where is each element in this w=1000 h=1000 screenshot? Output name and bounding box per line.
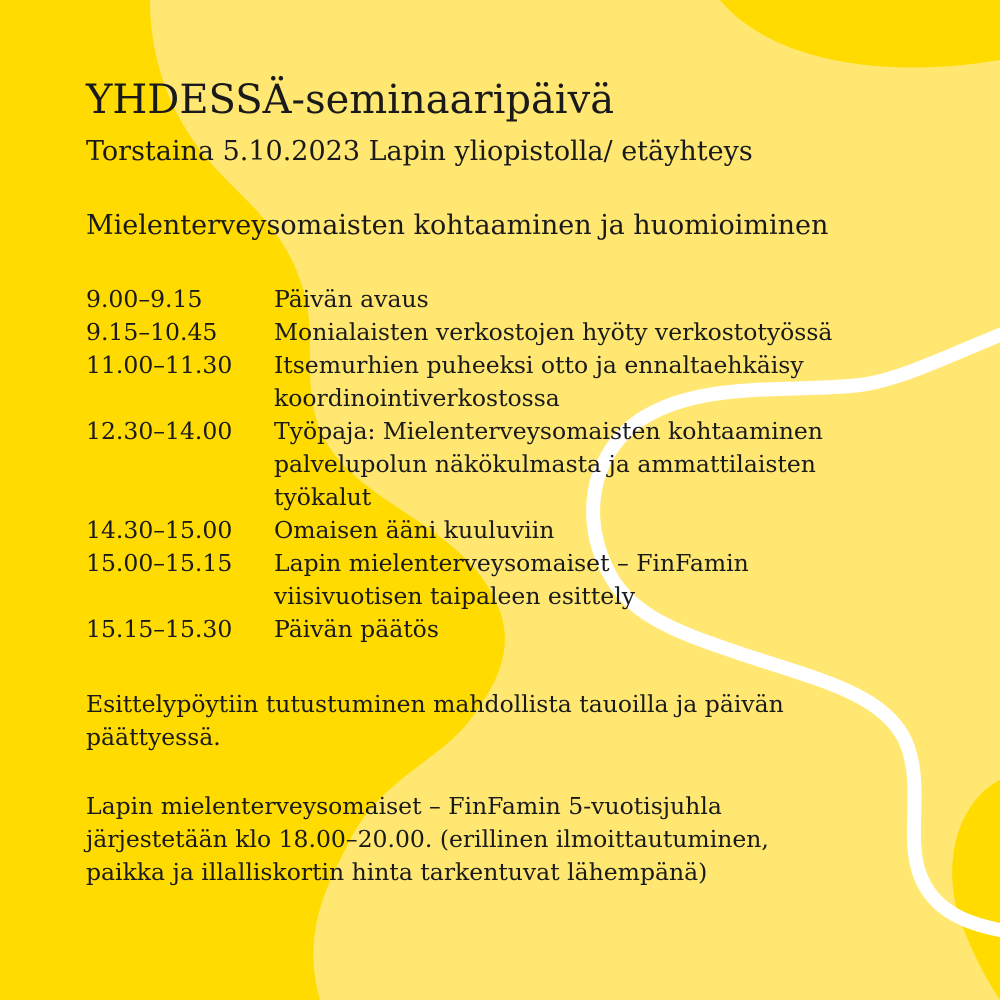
schedule-row bbox=[86, 514, 966, 547]
schedule-description-line: Työpaja: Mielenterveysomaisten kohtaaminen bbox=[274, 417, 823, 445]
schedule-time: 9.00–9.15 bbox=[86, 285, 203, 313]
note-line: järjestetään klo 18.00–20.00. (erillinen ilmoittautuminen, bbox=[86, 825, 769, 853]
schedule-row bbox=[86, 283, 966, 316]
schedule-time: 11.00–11.30 bbox=[86, 351, 233, 379]
schedule-description-line: viisivuotisen taipaleen esittely bbox=[274, 582, 636, 610]
schedule-description-line: Päivän avaus bbox=[274, 285, 429, 313]
schedule-description bbox=[274, 316, 966, 349]
event-theme: Mielenterveysomaisten kohtaaminen ja huomioiminen bbox=[86, 210, 829, 241]
schedule-description bbox=[274, 349, 966, 415]
schedule-description-line: Itsemurhien puheeksi otto ja ennaltaehkäisy bbox=[274, 351, 804, 379]
schedule-description bbox=[274, 514, 966, 547]
schedule-list bbox=[86, 283, 966, 646]
schedule-description bbox=[274, 613, 966, 646]
schedule-description-line: Omaisen ääni kuuluviin bbox=[274, 516, 555, 544]
event-date-location: Torstaina 5.10.2023 Lapin yliopistolla/ etäyhteys bbox=[86, 136, 753, 167]
schedule-time: 15.00–15.15 bbox=[86, 549, 233, 577]
schedule-description bbox=[274, 547, 966, 613]
schedule-description-line: koordinointiverkostossa bbox=[274, 384, 560, 412]
schedule-time: 12.30–14.00 bbox=[86, 417, 233, 445]
schedule-row bbox=[86, 415, 966, 514]
note-line: päättyessä. bbox=[86, 723, 221, 751]
schedule-time: 15.15–15.30 bbox=[86, 615, 233, 643]
schedule-row bbox=[86, 613, 966, 646]
schedule-description-line: työkalut bbox=[274, 483, 372, 511]
note-line: Esittelypöytiin tutustuminen mahdollista tauoilla ja päivän bbox=[86, 690, 784, 718]
anniversary-note bbox=[86, 790, 769, 889]
schedule-description-line: Monialaisten verkostojen hyöty verkostotyössä bbox=[274, 318, 833, 346]
schedule-row bbox=[86, 316, 966, 349]
schedule-description bbox=[274, 283, 966, 316]
schedule-description bbox=[274, 415, 966, 514]
exhibition-note bbox=[86, 688, 784, 754]
schedule-row bbox=[86, 349, 966, 415]
schedule-description-line: palvelupolun näkökulmasta ja ammattilaisten bbox=[274, 450, 816, 478]
schedule-time: 14.30–15.00 bbox=[86, 516, 233, 544]
schedule-description-line: Päivän päätös bbox=[274, 615, 439, 643]
schedule-row bbox=[86, 547, 966, 613]
schedule-time: 9.15–10.45 bbox=[86, 318, 218, 346]
note-line: paikka ja illalliskortin hinta tarkentuvat lähempänä) bbox=[86, 858, 708, 886]
schedule-description-line: Lapin mielenterveysomaiset – FinFamin bbox=[274, 549, 749, 577]
page-title: YHDESSÄ-seminaaripäivä bbox=[86, 77, 615, 123]
note-line: Lapin mielenterveysomaiset – FinFamin 5-vuotisjuhla bbox=[86, 792, 722, 820]
